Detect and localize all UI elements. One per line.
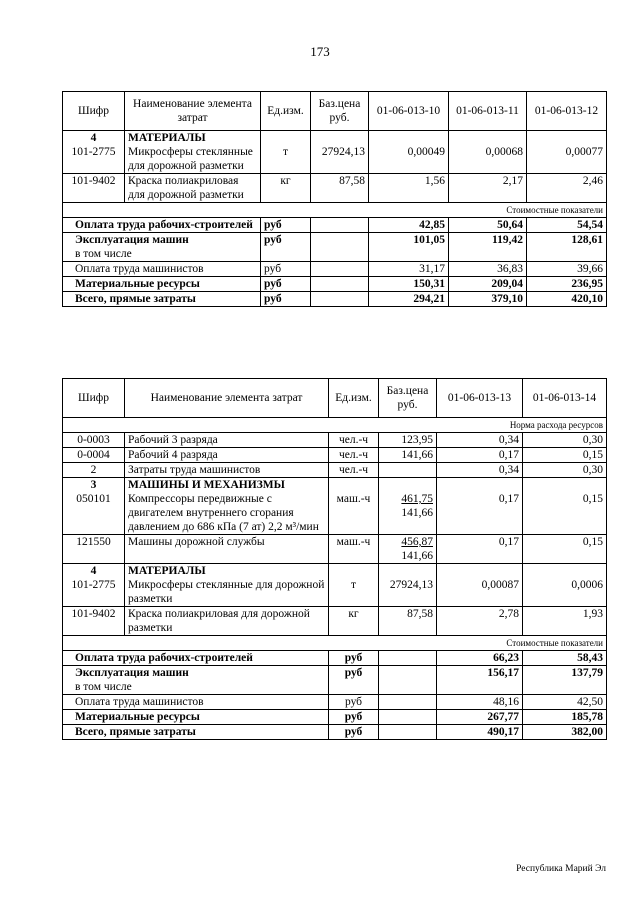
cost-unit: руб	[329, 695, 379, 710]
cost-name: Материальные ресурсы	[63, 710, 329, 725]
cost-row-machines	[63, 666, 607, 695]
cost-name: Эксплуатация машин	[75, 234, 189, 246]
cost-row-labor	[63, 651, 607, 666]
cost-value-2: 209,04	[449, 277, 527, 292]
row-unit: маш.-ч	[329, 535, 379, 564]
row-unit: чел.-ч	[329, 448, 379, 463]
cost-value-2: 137,79	[523, 666, 607, 695]
row-value-2: 0,15	[582, 493, 603, 505]
cost-name: Оплата труда машинистов	[63, 695, 329, 710]
header-col-1: 01-06-013-13	[437, 379, 523, 418]
header-col-2: 01-06-013-14	[523, 379, 607, 418]
cost-unit: руб	[261, 292, 311, 307]
row-code: 050101	[76, 493, 111, 505]
header-code: Шифр	[63, 92, 125, 131]
cost-unit: руб	[329, 651, 379, 666]
cost-value-3: 420,10	[527, 292, 607, 307]
row-name: Краска полиакриловая для дорожной разметки	[125, 174, 261, 203]
cost-name: Оплата труда рабочих-строителей	[63, 651, 329, 666]
row-value-2: 0,15	[523, 448, 607, 463]
cost-row-labor	[63, 218, 607, 233]
row-value-1: 1,56	[369, 174, 449, 203]
row-value-2: 1,93	[523, 607, 607, 636]
cost-row-machines	[63, 233, 607, 262]
cost-row-total	[63, 292, 607, 307]
cost-row-operators	[63, 695, 607, 710]
row-value-1: 0,00087	[481, 579, 519, 591]
row-price: 123,95	[379, 433, 437, 448]
cost-name: Всего, прямые затраты	[63, 725, 329, 740]
header-price: Баз.цена руб.	[311, 92, 369, 131]
cost-name: Оплата труда машинистов	[63, 262, 261, 277]
header-price: Баз.цена руб.	[379, 379, 437, 418]
row-unit: чел.-ч	[329, 463, 379, 478]
header-unit: Ед.изм.	[329, 379, 379, 418]
row-value-1: 0,17	[498, 493, 519, 505]
cost-value-3: 54,54	[527, 218, 607, 233]
row-price: 87,58	[311, 174, 369, 203]
cost-value-1: 490,17	[437, 725, 523, 740]
cost-value-1: 156,17	[437, 666, 523, 695]
cost-value-2: 50,64	[449, 218, 527, 233]
row-name: Компрессоры передвижные с двигателем внутреннего сгорания давлением до 686 кПа (7 ат) 2,2 м³/мин	[128, 493, 319, 533]
table-row	[63, 535, 607, 564]
cost-value-1: 66,23	[437, 651, 523, 666]
section-number: 4	[90, 132, 97, 144]
cost-value-1: 101,05	[369, 233, 449, 262]
row-value-2: 2,17	[449, 174, 527, 203]
header-col-2: 01-06-013-11	[449, 92, 527, 131]
row-price-operator: 141,66	[401, 550, 433, 562]
row-value-2: 0,0006	[571, 579, 603, 591]
cost-value-1: 150,31	[369, 277, 449, 292]
cost-indicators-label: Стоимостные показатели	[63, 203, 607, 218]
row-value-1: 2,78	[437, 607, 523, 636]
cost-unit: руб	[261, 233, 311, 262]
cost-value-2: 119,42	[449, 233, 527, 262]
row-code: 0-0004	[63, 448, 125, 463]
cost-value-3: 128,61	[527, 233, 607, 262]
cost-row-materials	[63, 710, 607, 725]
table-row	[63, 478, 607, 535]
row-code: 101-2775	[71, 579, 116, 591]
cost-value-2: 379,10	[449, 292, 527, 307]
cost-unit: руб	[329, 710, 379, 725]
header-code: Шифр	[63, 379, 125, 418]
row-value-2: 0,00068	[485, 146, 523, 158]
cost-value-1: 267,77	[437, 710, 523, 725]
table-row	[63, 131, 607, 174]
row-value-1: 0,34	[437, 433, 523, 448]
header-name: Наименование элемента затрат	[125, 379, 329, 418]
row-value-2: 0,15	[523, 535, 607, 564]
table-header-row	[63, 92, 607, 131]
row-code: 101-9402	[63, 174, 125, 203]
header-col-1: 01-06-013-10	[369, 92, 449, 131]
page-number: 173	[310, 44, 330, 59]
including-label: в том числе	[75, 248, 132, 260]
header-col-3: 01-06-013-12	[527, 92, 607, 131]
cost-value-2: 42,50	[523, 695, 607, 710]
cost-value-2: 58,43	[523, 651, 607, 666]
cost-value-3: 236,95	[527, 277, 607, 292]
row-unit: маш.-ч	[336, 493, 371, 505]
row-price: 87,58	[379, 607, 437, 636]
cost-unit: руб	[329, 725, 379, 740]
section-number: 4	[90, 565, 97, 577]
including-label: в том числе	[75, 681, 132, 693]
cost-row-materials	[63, 277, 607, 292]
row-name: Краска полиакриловая для дорожной разметки	[125, 607, 329, 636]
section-title: МАТЕРИАЛЫ	[128, 132, 206, 144]
section-title: МАТЕРИАЛЫ	[128, 565, 206, 577]
section-title: МАШИНЫ И МЕХАНИЗМЫ	[128, 479, 285, 491]
cost-value-1: 48,16	[437, 695, 523, 710]
cost-unit: руб	[261, 262, 311, 277]
cost-label-row	[63, 636, 607, 651]
row-code: 121550	[63, 535, 125, 564]
row-price-operator: 141,66	[401, 507, 433, 519]
cost-name: Всего, прямые затраты	[63, 292, 261, 307]
cost-unit: руб	[329, 666, 379, 695]
row-code: 101-9402	[63, 607, 125, 636]
row-unit: т	[350, 579, 357, 591]
cost-unit: руб	[261, 218, 311, 233]
cost-value-2: 185,78	[523, 710, 607, 725]
cost-name: Материальные ресурсы	[63, 277, 261, 292]
section-number: 3	[90, 479, 97, 491]
row-price: 141,66	[379, 448, 437, 463]
row-value-3: 2,46	[527, 174, 607, 203]
row-value-1: 0,17	[437, 535, 523, 564]
table-row	[63, 448, 607, 463]
cost-value-2: 36,83	[449, 262, 527, 277]
table-row	[63, 174, 607, 203]
cost-indicators-label: Стоимостные показатели	[63, 636, 607, 651]
cost-row-operators	[63, 262, 607, 277]
row-value-2: 0,30	[523, 433, 607, 448]
row-unit: чел.-ч	[329, 433, 379, 448]
row-unit: кг	[329, 607, 379, 636]
cost-value-1: 294,21	[369, 292, 449, 307]
row-unit: т	[282, 146, 289, 158]
row-price: 27924,13	[389, 579, 433, 591]
row-code: 0-0003	[63, 433, 125, 448]
cost-row-total	[63, 725, 607, 740]
row-name: Микросферы стеклянные для дорожной разметки	[128, 146, 253, 172]
row-value-3: 0,00077	[565, 146, 603, 158]
cost-value-3: 39,66	[527, 262, 607, 277]
cost-name: Оплата труда рабочих-строителей	[63, 218, 261, 233]
row-name: Машины дорожной службы	[125, 535, 329, 564]
header-unit: Ед.изм.	[261, 92, 311, 131]
row-value-1: 0,00049	[407, 146, 445, 158]
row-unit: кг	[261, 174, 311, 203]
row-name: Рабочий 3 разряда	[125, 433, 329, 448]
table-row	[63, 607, 607, 636]
cost-value-1: 31,17	[369, 262, 449, 277]
table-row	[63, 433, 607, 448]
row-price: 456,87	[401, 536, 433, 548]
norm-label: Норма расхода ресурсов	[63, 418, 607, 433]
row-name: Микросферы стеклянные для дорожной разметки	[128, 579, 325, 605]
cost-name: Эксплуатация машин	[75, 667, 189, 679]
norm-label-row	[63, 418, 607, 433]
row-value-1: 0,34	[437, 463, 523, 478]
header-name: Наименование элемента затрат	[125, 92, 261, 131]
row-price: 27924,13	[321, 146, 365, 158]
cost-value-1: 42,85	[369, 218, 449, 233]
resource-table-1	[62, 91, 607, 307]
row-value-1: 0,17	[437, 448, 523, 463]
row-code: 2	[63, 463, 125, 478]
row-code: 101-2775	[71, 146, 116, 158]
cost-label-row	[63, 203, 607, 218]
cost-unit: руб	[261, 277, 311, 292]
row-name: Затраты труда машинистов	[125, 463, 329, 478]
table-header-row	[63, 379, 607, 418]
footer-region: Республика Марий Эл	[516, 864, 606, 874]
cost-value-2: 382,00	[523, 725, 607, 740]
row-price: 461,75	[401, 493, 433, 505]
row-name: Рабочий 4 разряда	[125, 448, 329, 463]
resource-table-2	[62, 378, 607, 740]
row-value-2: 0,30	[523, 463, 607, 478]
table-row	[63, 463, 607, 478]
table-row	[63, 564, 607, 607]
